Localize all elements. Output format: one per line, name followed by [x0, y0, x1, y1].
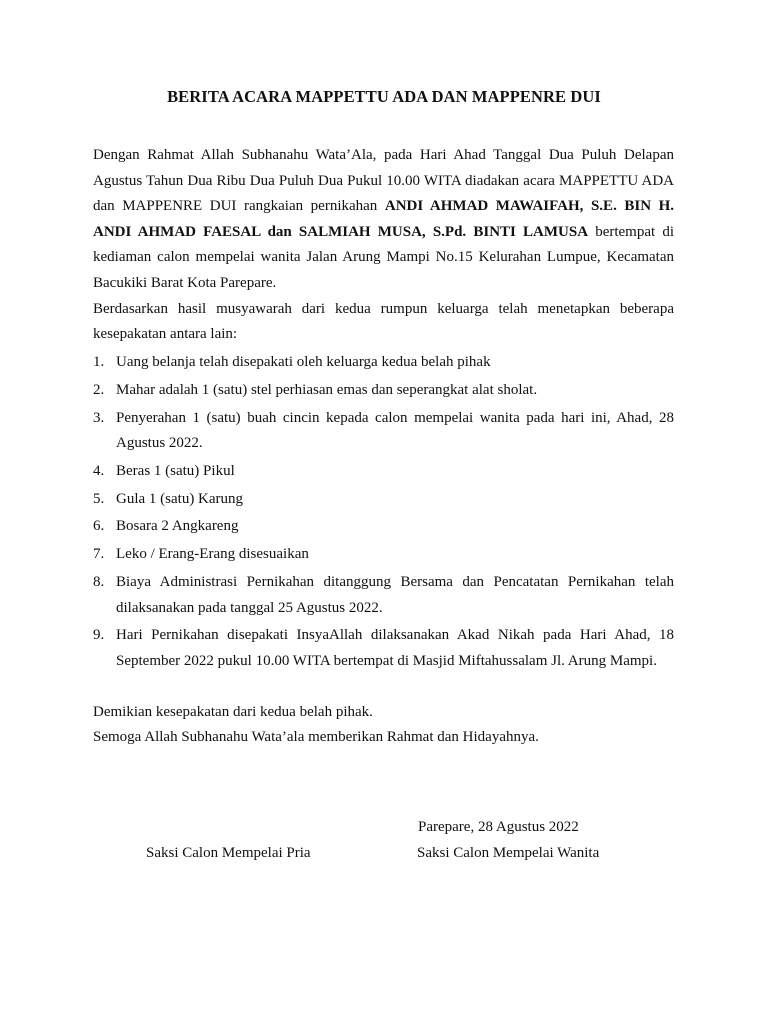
bride-name: SALMIAH MUSA, S.Pd. BINTI LAMUSA — [298, 223, 589, 240]
document-body — [93, 143, 674, 751]
document-title: BERITA ACARA MAPPETTU ADA DAN MAPPENRE DUI — [167, 87, 601, 106]
opening-text-1: Dengan Rahmat Allah Subhanahu Wata’Ala, pada Hari Ahad Tanggal Dua Puluh Delapan Agustus Tahun Dua Ribu Dua Puluh Dua Pukul 10.00 WITA diadakan acara MAPPETTU ADA dan MAPPENRE DUI rangkaian pernikahan — [93, 147, 674, 215]
list-item — [93, 459, 674, 485]
list-item — [93, 406, 674, 457]
list-item-number: 2. — [93, 381, 105, 398]
connector-dan: dan — [260, 223, 299, 240]
list-item-number: 3. — [93, 409, 105, 426]
list-item-text: Uang belanja telah disepakati oleh keluarga kedua belah pihak — [116, 353, 491, 370]
opening-text-2: bertempat di kediaman calon mempelai wanita Jalan Arung Mampi No.15 Kelurahan Lumpue, Kecamatan Bacukiki Barat Kota Parepare. — [93, 223, 674, 291]
closing-line-2: Semoga Allah Subhanahu Wata’ala memberikan Rahmat dan Hidayahnya. — [93, 729, 539, 746]
list-item-text: Gula 1 (satu) Karung — [116, 490, 244, 507]
closing-line-1: Demikian kesepakatan dari kedua belah pihak. — [93, 703, 373, 720]
list-item-number: 1. — [93, 353, 105, 370]
opening-paragraph — [93, 143, 674, 297]
groom-name: ANDI AHMAD MAWAIFAH, S.E. BIN H. ANDI AHMAD FAESAL — [93, 198, 675, 240]
place-date: Parepare, 28 Agustus 2022 — [418, 819, 579, 835]
list-item-text: Biaya Administrasi Pernikahan ditanggung Bersama dan Pencatatan Pernikahan telah dilaksanakan pada tanggal 25 Agustus 2022. — [116, 574, 674, 616]
list-item-text: Penyerahan 1 (satu) buah cincin kepada calon mempelai wanita pada hari ini, Ahad, 28 Agustus 2022. — [116, 409, 674, 452]
list-item — [93, 542, 674, 568]
list-item-number: 5. — [93, 490, 105, 507]
list-item-text: Beras 1 (satu) Pikul — [116, 462, 235, 479]
list-item-number: 4. — [93, 462, 105, 479]
list-item-number: 9. — [93, 627, 105, 644]
list-item-text: Mahar adalah 1 (satu) stel perhiasan emas dan seperangkat alat sholat. — [116, 381, 538, 398]
list-item — [93, 570, 674, 621]
list-item-text: Leko / Erang-Erang disesuaikan — [116, 546, 309, 563]
list-item — [93, 487, 674, 513]
list-item-text: Bosara 2 Angkareng — [116, 518, 239, 535]
witness-bride-label: Saksi Calon Mempelai Wanita — [417, 845, 600, 861]
list-item — [93, 350, 674, 376]
list-item — [93, 514, 674, 540]
agreement-list — [93, 350, 674, 675]
list-item — [93, 623, 674, 674]
witness-groom-label: Saksi Calon Mempelai Pria — [146, 845, 311, 861]
list-item — [93, 378, 674, 404]
list-item-number: 6. — [93, 518, 105, 535]
list-item-number: 8. — [93, 574, 105, 590]
intro-paragraph: Berdasarkan hasil musyawarah dari kedua rumpun keluarga telah menetapkan beberapa kesepakatan antara lain: — [93, 300, 674, 343]
list-item-number: 7. — [93, 546, 105, 563]
list-item-text: Hari Pernikahan disepakati InsyaAllah dilaksanakan Akad Nikah pada Hari Ahad, 18 September 2022 pukul 10.00 WITA bertempat di Masjid Miftahussalam Jl. Arung Mampi. — [116, 627, 674, 669]
